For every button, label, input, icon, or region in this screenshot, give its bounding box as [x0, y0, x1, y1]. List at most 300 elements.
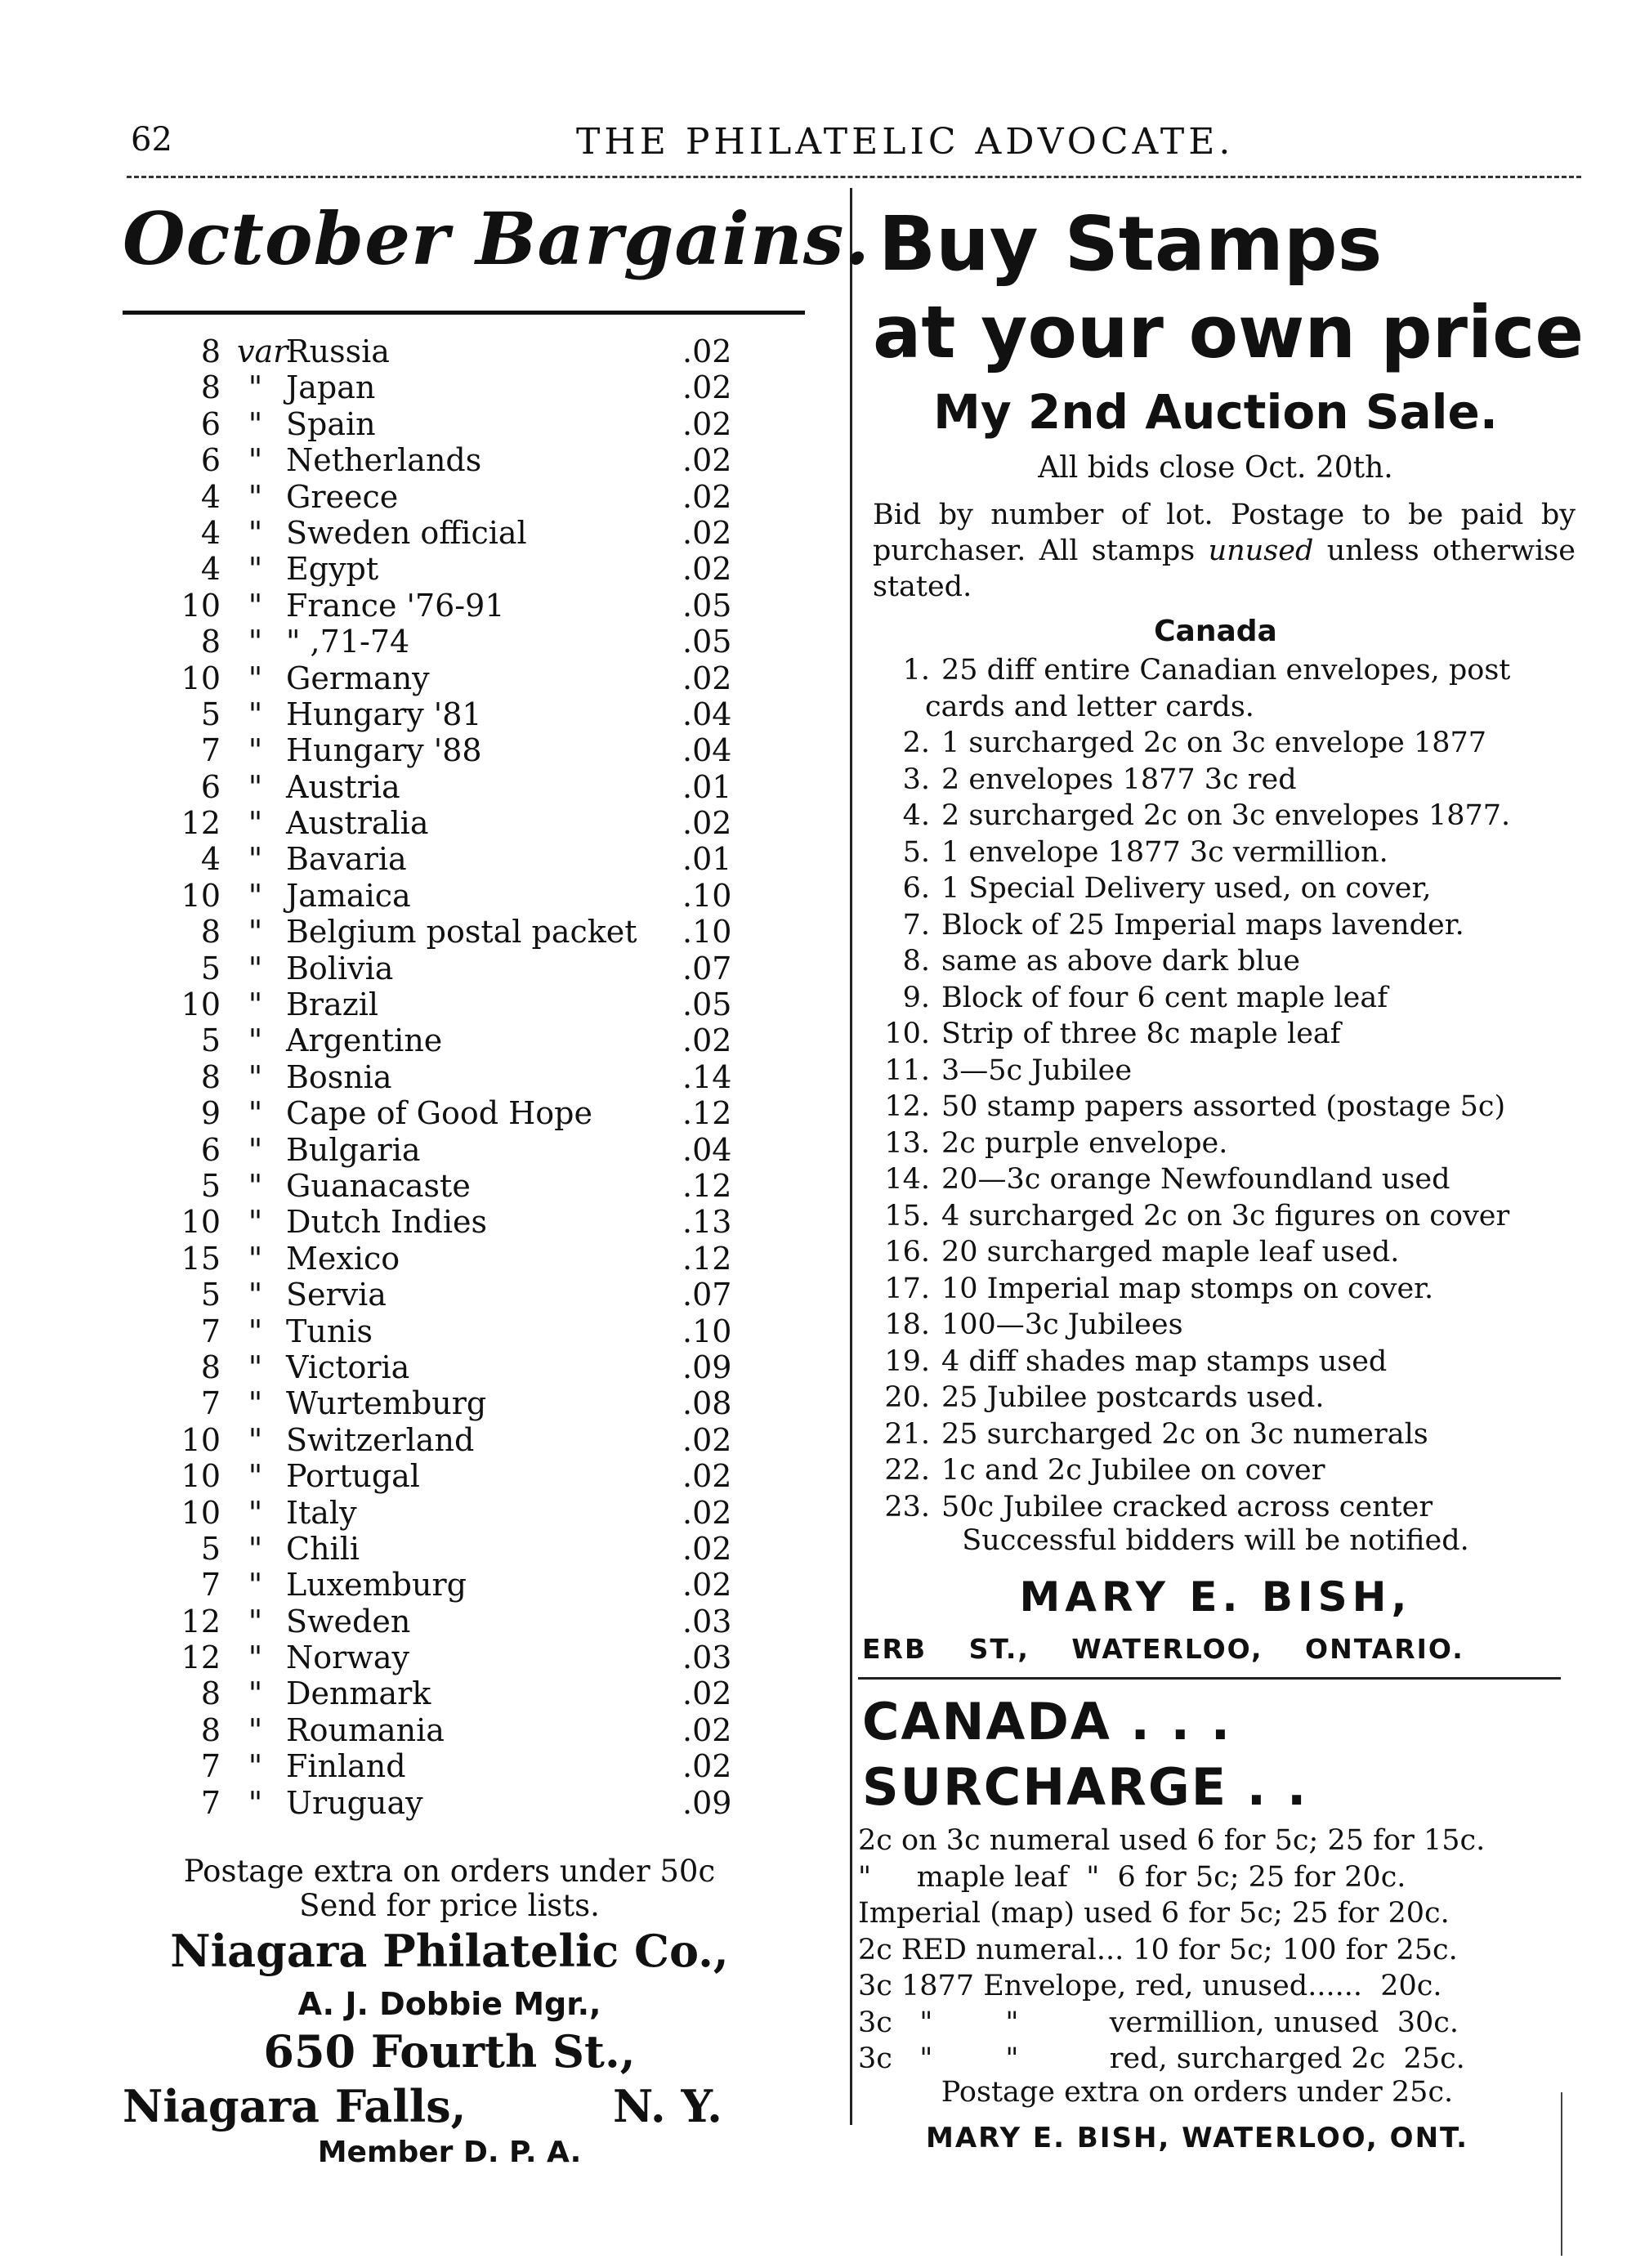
bargain-qty: 10 [181, 660, 221, 696]
bargain-unit: " [248, 1385, 263, 1422]
lot-number: 8. [902, 945, 930, 977]
bargain-price: .03 [682, 1603, 732, 1639]
bargain-row [159, 1095, 748, 1131]
bargain-qty: 6 [200, 442, 221, 479]
bargain-qty: 4 [200, 514, 221, 551]
bargain-unit: var [237, 333, 288, 369]
lot-number: 9. [902, 981, 930, 1014]
surcharge-row: 3c 1877 Envelope, red, unused...... 20c. [858, 1970, 1442, 2002]
auction-lot-list [873, 652, 1584, 1525]
auction-lot [873, 1489, 1584, 1526]
lot-description: 1 surcharged 2c on 3c envelope 1877 [941, 727, 1487, 759]
auction-lot [873, 1344, 1584, 1380]
company-membership: Member D. P. A. [317, 2136, 582, 2169]
bargain-qty: 5 [200, 1167, 221, 1204]
lot-number: 1. [902, 654, 930, 687]
bargain-row [159, 1712, 748, 1748]
lot-description: 4 diff shades map stamps used [941, 1344, 1388, 1378]
bargain-row [159, 1349, 748, 1385]
bargain-row [159, 1531, 748, 1567]
auction-lot [873, 762, 1584, 798]
bargain-price: .10 [682, 1313, 732, 1349]
bargain-row [159, 951, 748, 986]
bargain-unit: " [248, 442, 263, 479]
bargain-row [159, 551, 748, 587]
terms-part-2: unless otherwise stated. [873, 535, 1576, 603]
lot-number: 10. [884, 1018, 930, 1050]
bargain-price: .02 [682, 478, 732, 515]
bargain-qty: 8 [200, 624, 221, 660]
bargain-price: .02 [682, 551, 732, 588]
bargain-price: .03 [682, 1639, 732, 1676]
bargain-qty: 4 [200, 551, 221, 588]
lot-number: 11. [884, 1053, 930, 1087]
bargain-country: Russia [286, 333, 390, 369]
bargain-row [159, 1567, 748, 1603]
bargain-country: Bolivia [286, 950, 394, 986]
lot-description: 2 surcharged 2c on 3c envelopes 1877. [941, 799, 1511, 832]
lot-number: 14. [884, 1163, 930, 1196]
bargain-country: Luxemburg [286, 1567, 467, 1604]
auction-lot [873, 725, 1584, 762]
bargain-country: Belgium postal packet [286, 914, 637, 951]
bargain-row [159, 660, 748, 696]
auction-lot [873, 1016, 1584, 1053]
running-header [131, 121, 1520, 170]
bargain-qty: 12 [181, 805, 221, 842]
bargain-qty: 8 [200, 369, 221, 406]
bargain-country: Tunis [286, 1313, 373, 1349]
lot-description: Strip of three 8c maple leaf [941, 1018, 1341, 1050]
bargain-row [159, 1385, 748, 1421]
lot-number: 3. [902, 763, 930, 796]
bargain-list [159, 333, 748, 1821]
seller-address: ERB ST., WATERLOO, ONTARIO. [862, 1633, 1464, 1665]
lot-description: Block of four 6 cent maple leaf [941, 981, 1388, 1014]
bargain-price: .02 [682, 1567, 732, 1604]
bargain-country: Denmark [286, 1675, 431, 1712]
bargain-qty: 8 [200, 1349, 221, 1385]
bargain-country: Austria [286, 768, 400, 805]
lot-description: 50c Jubilee cracked across center [941, 1490, 1433, 1523]
october-bargains-title: October Bargains. [123, 196, 871, 281]
bargain-price: .02 [682, 1458, 732, 1495]
bargain-country: Finland [286, 1748, 406, 1785]
auction-lot [873, 907, 1584, 944]
bargain-country: Chili [286, 1530, 360, 1567]
auction-lot [873, 1125, 1584, 1162]
bargain-country: Argentine [286, 1022, 443, 1059]
bargain-price: .02 [682, 1421, 732, 1458]
bargain-row [159, 769, 748, 805]
bargain-price: .09 [682, 1349, 732, 1385]
bargain-qty: 6 [200, 1131, 221, 1168]
bargain-price: .04 [682, 696, 732, 732]
auction-lot [873, 1452, 1584, 1489]
bargain-unit: " [248, 768, 263, 805]
bargain-row [159, 805, 748, 841]
lot-number: 7. [902, 908, 930, 942]
bargain-country: Sweden [286, 1603, 411, 1639]
bargain-price: .08 [682, 1385, 732, 1422]
bargain-unit: " [248, 1458, 263, 1495]
bargain-unit: " [248, 1530, 263, 1567]
bargain-row [159, 1059, 748, 1095]
bargain-unit: " [248, 551, 263, 588]
headline-own-price: at your own price [873, 290, 1585, 374]
bargain-qty: 12 [181, 1603, 221, 1639]
bargain-row [159, 1313, 748, 1349]
bargain-qty: 8 [200, 1058, 221, 1095]
bargain-unit: " [248, 660, 263, 696]
bargain-price: .04 [682, 1131, 732, 1168]
bargain-qty: 8 [200, 914, 221, 951]
bargain-row [159, 1241, 748, 1277]
page-number: 62 [131, 121, 172, 159]
bargain-price: .02 [682, 333, 732, 369]
bargain-price: .12 [682, 1167, 732, 1204]
auction-lot [873, 1380, 1584, 1416]
bargain-qty: 5 [200, 1022, 221, 1059]
auction-lot [873, 1271, 1584, 1308]
bargain-price: .02 [682, 369, 732, 406]
column-divider [850, 188, 852, 2125]
surcharge-row: 2c RED numeral... 10 for 5c; 100 for 25c. [858, 1933, 1458, 1966]
bargain-price: .02 [682, 514, 732, 551]
bargain-row [159, 1604, 748, 1639]
margin-mark [1561, 2092, 1562, 2256]
company-manager: A. J. Dobbie Mgr., [297, 1986, 601, 2022]
bargain-qty: 5 [200, 696, 221, 732]
lot-number: 21. [884, 1417, 930, 1451]
lot-number: 16. [884, 1236, 930, 1268]
auction-lot [873, 1089, 1584, 1125]
auction-lot [873, 1053, 1584, 1089]
seller-name: MARY E. BISH, [1019, 1573, 1412, 1621]
lot-number: 17. [884, 1272, 930, 1305]
bargain-unit: " [248, 1639, 263, 1676]
surcharge-seller: MARY E. BISH, WATERLOO, ONT. [926, 2122, 1468, 2154]
bargain-unit: " [248, 696, 263, 732]
bargain-qty: 7 [200, 1784, 221, 1821]
bargain-country: Australia [286, 805, 429, 842]
bargain-unit: " [248, 1421, 263, 1458]
bargain-price: .02 [682, 1530, 732, 1567]
bargain-price: .10 [682, 914, 732, 951]
bargain-unit: " [248, 1494, 263, 1531]
bargain-unit: " [248, 1567, 263, 1604]
bargain-row [159, 479, 748, 515]
bargain-unit: " [248, 1058, 263, 1095]
bargain-qty: 7 [200, 732, 221, 769]
bargain-row [159, 986, 748, 1022]
bargain-country: Sweden official [286, 514, 527, 551]
lot-number: 22. [884, 1454, 930, 1487]
bargain-row [159, 1022, 748, 1058]
bargain-row [159, 1277, 748, 1313]
bargain-price: .05 [682, 986, 732, 1023]
bargain-price: .02 [682, 1748, 732, 1785]
bargain-unit: " [248, 914, 263, 951]
lot-description: 2c purple envelope. [941, 1126, 1228, 1160]
bargain-price: .10 [682, 877, 732, 914]
bargain-country: Netherlands [286, 442, 482, 479]
lot-description: 25 surcharged 2c on 3c numerals [941, 1417, 1428, 1451]
bidder-notice: Successful bidders will be notified. [962, 1524, 1469, 1557]
bargain-unit: " [248, 1167, 263, 1204]
bargain-price: .01 [682, 768, 732, 805]
lot-description: cards and letter cards. [925, 690, 1254, 723]
bargain-unit: " [248, 986, 263, 1023]
bargain-qty: 8 [200, 1711, 221, 1748]
bargain-unit: " [248, 624, 263, 660]
bargain-qty: 10 [181, 587, 221, 624]
title-rule [123, 311, 805, 315]
auction-lot [873, 1198, 1584, 1235]
bargain-country: France '76-91 [286, 587, 505, 624]
bargain-unit: " [248, 514, 263, 551]
bargain-unit: " [248, 1313, 263, 1349]
lot-description: 2 envelopes 1877 3c red [941, 763, 1297, 796]
bargain-unit: " [248, 1711, 263, 1748]
auction-lot [873, 1307, 1584, 1344]
bargain-qty: 12 [181, 1639, 221, 1676]
lot-description: 20—3c orange Newfoundland used [941, 1163, 1450, 1196]
auction-lot [873, 798, 1584, 834]
lot-description: 25 Jubilee postcards used. [941, 1381, 1325, 1414]
bargain-country: Norway [286, 1639, 409, 1676]
bargain-country: Bulgaria [286, 1131, 421, 1168]
bargain-price: .02 [682, 1494, 732, 1531]
lot-description: 20 surcharged maple leaf used. [941, 1236, 1400, 1268]
bargain-price: .02 [682, 1022, 732, 1059]
auction-lot [873, 834, 1584, 871]
surcharge-price-list [858, 1823, 1569, 2078]
bargain-country: " ,71-74 [286, 624, 410, 660]
auction-lot [873, 1416, 1584, 1453]
terms-part-1: Bid by number of lot. Postage to be paid by purchaser. All stamps [873, 499, 1576, 567]
bargain-row [159, 1168, 748, 1204]
bargain-qty: 10 [181, 1458, 221, 1495]
bargain-qty: 7 [200, 1313, 221, 1349]
bargain-unit: " [248, 877, 263, 914]
auction-title: My 2nd Auction Sale. [933, 384, 1498, 440]
bargain-country: Hungary '81 [286, 696, 482, 732]
lot-description: 100—3c Jubilees [941, 1308, 1183, 1341]
bargain-row [159, 914, 748, 950]
bargain-row [159, 1748, 748, 1784]
bargain-unit: " [248, 405, 263, 442]
surcharge-row: " maple leaf " 6 for 5c; 25 for 20c. [858, 1860, 1406, 1894]
bargain-unit: " [248, 1131, 263, 1168]
lot-category: Canada [1154, 615, 1277, 648]
bargain-unit: " [248, 841, 263, 878]
lot-description: 3—5c Jubilee [941, 1053, 1133, 1087]
publication-title: THE PHILATELIC ADVOCATE. [576, 121, 1235, 163]
surcharge-row: Imperial (map) used 6 for 5c; 25 for 20c. [858, 1897, 1450, 1930]
bargain-qty: 10 [181, 1421, 221, 1458]
lot-number: 2. [902, 727, 930, 759]
bargain-row [159, 841, 748, 877]
bargain-unit: " [248, 1022, 263, 1059]
bargain-country: Brazil [286, 986, 379, 1023]
company-street: 650 Fourth St., [263, 2025, 636, 2078]
bargain-price: .12 [682, 1240, 732, 1277]
bargain-row [159, 1675, 748, 1711]
bargain-qty: 10 [181, 986, 221, 1023]
lot-number: 18. [884, 1308, 930, 1341]
bargain-qty: 7 [200, 1385, 221, 1422]
bargain-qty: 8 [200, 333, 221, 369]
terms-italic: unused [1208, 535, 1314, 567]
lot-description: 25 diff entire Canadian envelopes, post [941, 654, 1511, 687]
bargain-country: Roumania [286, 1711, 445, 1748]
bargain-qty: 4 [200, 478, 221, 515]
bargain-country: Switzerland [286, 1421, 475, 1458]
bargain-price: .07 [682, 950, 732, 986]
lot-number: 19. [884, 1344, 930, 1378]
lot-description: 1c and 2c Jubilee on cover [941, 1454, 1325, 1487]
bargain-country: Mexico [286, 1240, 400, 1277]
bargain-price: .09 [682, 1784, 732, 1821]
lot-number: 15. [884, 1199, 930, 1232]
lot-description: same as above dark blue [941, 945, 1300, 977]
surcharge-row: 3c " " vermillion, unused 30c. [858, 2006, 1459, 2039]
bargain-row [159, 878, 748, 914]
bargain-country: Uruguay [286, 1784, 423, 1821]
bargain-qty: 7 [200, 1567, 221, 1604]
lot-description: 10 Imperial map stomps on cover. [941, 1272, 1434, 1305]
bargain-row [159, 696, 748, 732]
lot-number: 13. [884, 1126, 930, 1160]
bargain-qty: 7 [200, 1748, 221, 1785]
lot-description: 50 stamp papers assorted (postage 5c) [941, 1090, 1506, 1123]
bargain-country: Hungary '88 [286, 732, 482, 769]
auction-lot [873, 1161, 1584, 1198]
bargain-unit: " [248, 732, 263, 769]
bargain-row [159, 1495, 748, 1531]
bargain-country: Cape of Good Hope [286, 1095, 592, 1132]
bargain-qty: 5 [200, 1530, 221, 1567]
lot-description: 1 Special Delivery used, on cover, [941, 872, 1432, 905]
bargain-row [159, 1458, 748, 1494]
bargain-country: Portugal [286, 1458, 420, 1495]
auction-lot [873, 870, 1584, 907]
surcharge-ad-title-1: CANADA . . . [862, 1692, 1232, 1751]
bargain-row [159, 406, 748, 442]
bargain-unit: " [248, 1240, 263, 1277]
price-list-note: Send for price lists. [299, 1888, 600, 1923]
lot-number: 20. [884, 1381, 930, 1414]
bargain-unit: " [248, 1277, 263, 1313]
bargain-qty: 9 [200, 1095, 221, 1132]
bargain-unit: " [248, 1748, 263, 1785]
bargain-country: Jamaica [286, 877, 411, 914]
bargain-qty: 5 [200, 950, 221, 986]
lot-number: 6. [902, 872, 930, 905]
bargain-country: Spain [286, 405, 376, 442]
auction-lot [873, 943, 1584, 980]
bargain-country: Guanacaste [286, 1167, 471, 1204]
bargain-country: Bosnia [286, 1058, 392, 1095]
bargain-country: Germany [286, 660, 430, 696]
bids-close-date: All bids close Oct. 20th. [1038, 451, 1393, 485]
bargain-country: Egypt [286, 551, 379, 588]
bargain-row [159, 1132, 748, 1168]
bargain-unit: " [248, 478, 263, 515]
bargain-row [159, 624, 748, 660]
company-state: N. Y. [613, 2080, 722, 2132]
headline-buy-stamps: Buy Stamps [878, 200, 1383, 288]
lot-description: 1 envelope 1877 3c vermillion. [941, 835, 1388, 869]
lot-number: 5. [902, 835, 930, 869]
bargain-qty: 5 [200, 1277, 221, 1313]
bargain-unit: " [248, 805, 263, 842]
bargain-price: .14 [682, 1058, 732, 1095]
bargain-qty: 6 [200, 768, 221, 805]
surcharge-ad-title-2: SURCHARGE . . [862, 1757, 1308, 1817]
bargain-qty: 10 [181, 1204, 221, 1241]
bargain-unit: " [248, 1603, 263, 1639]
lot-number: 4. [902, 799, 930, 832]
bargain-country: Italy [286, 1494, 357, 1531]
bargain-country: Japan [286, 369, 376, 406]
bargain-unit: " [248, 1675, 263, 1712]
bargain-price: .12 [682, 1095, 732, 1132]
bargain-price: .01 [682, 841, 732, 878]
bargain-price: .02 [682, 1711, 732, 1748]
auction-lot [873, 980, 1584, 1017]
company-name: Niagara Philatelic Co., [170, 1925, 729, 1977]
bargain-row [159, 732, 748, 768]
bargain-unit: " [248, 1349, 263, 1385]
bargain-country: Dutch Indies [286, 1204, 487, 1241]
bargain-qty: 10 [181, 877, 221, 914]
lot-description: 4 surcharged 2c on 3c figures on cover [941, 1199, 1510, 1232]
lot-number: 23. [884, 1490, 930, 1523]
bargain-unit: " [248, 950, 263, 986]
bargain-row [159, 442, 748, 478]
bargain-qty: 4 [200, 841, 221, 878]
bargain-qty: 6 [200, 405, 221, 442]
auction-lot [873, 1234, 1584, 1271]
bargain-row [159, 1204, 748, 1240]
bargain-price: .05 [682, 624, 732, 660]
bargain-price: .02 [682, 405, 732, 442]
bargain-country: Victoria [286, 1349, 410, 1385]
bargain-unit: " [248, 1784, 263, 1821]
bargain-country: Bavaria [286, 841, 407, 878]
bargain-row [159, 588, 748, 624]
header-rule [127, 176, 1581, 178]
bargain-qty: 8 [200, 1675, 221, 1712]
bargain-row [159, 1422, 748, 1458]
auction-terms [873, 497, 1576, 605]
bargain-price: .07 [682, 1277, 732, 1313]
bargain-country: Servia [286, 1277, 387, 1313]
bargain-price: .04 [682, 732, 732, 769]
bargain-unit: " [248, 1095, 263, 1132]
bargain-row [159, 1639, 748, 1675]
lot-description: Block of 25 Imperial maps lavender. [941, 908, 1464, 942]
bargain-price: .02 [682, 805, 732, 842]
bargain-country: Wurtemburg [286, 1385, 487, 1422]
auction-lot [873, 689, 1584, 726]
surcharge-row: 3c " " red, surcharged 2c 25c. [858, 2042, 1465, 2075]
surcharge-postage-note: Postage extra on orders under 25c. [941, 2076, 1454, 2109]
bargain-qty: 10 [181, 1494, 221, 1531]
ad-separator-rule [858, 1677, 1561, 1680]
